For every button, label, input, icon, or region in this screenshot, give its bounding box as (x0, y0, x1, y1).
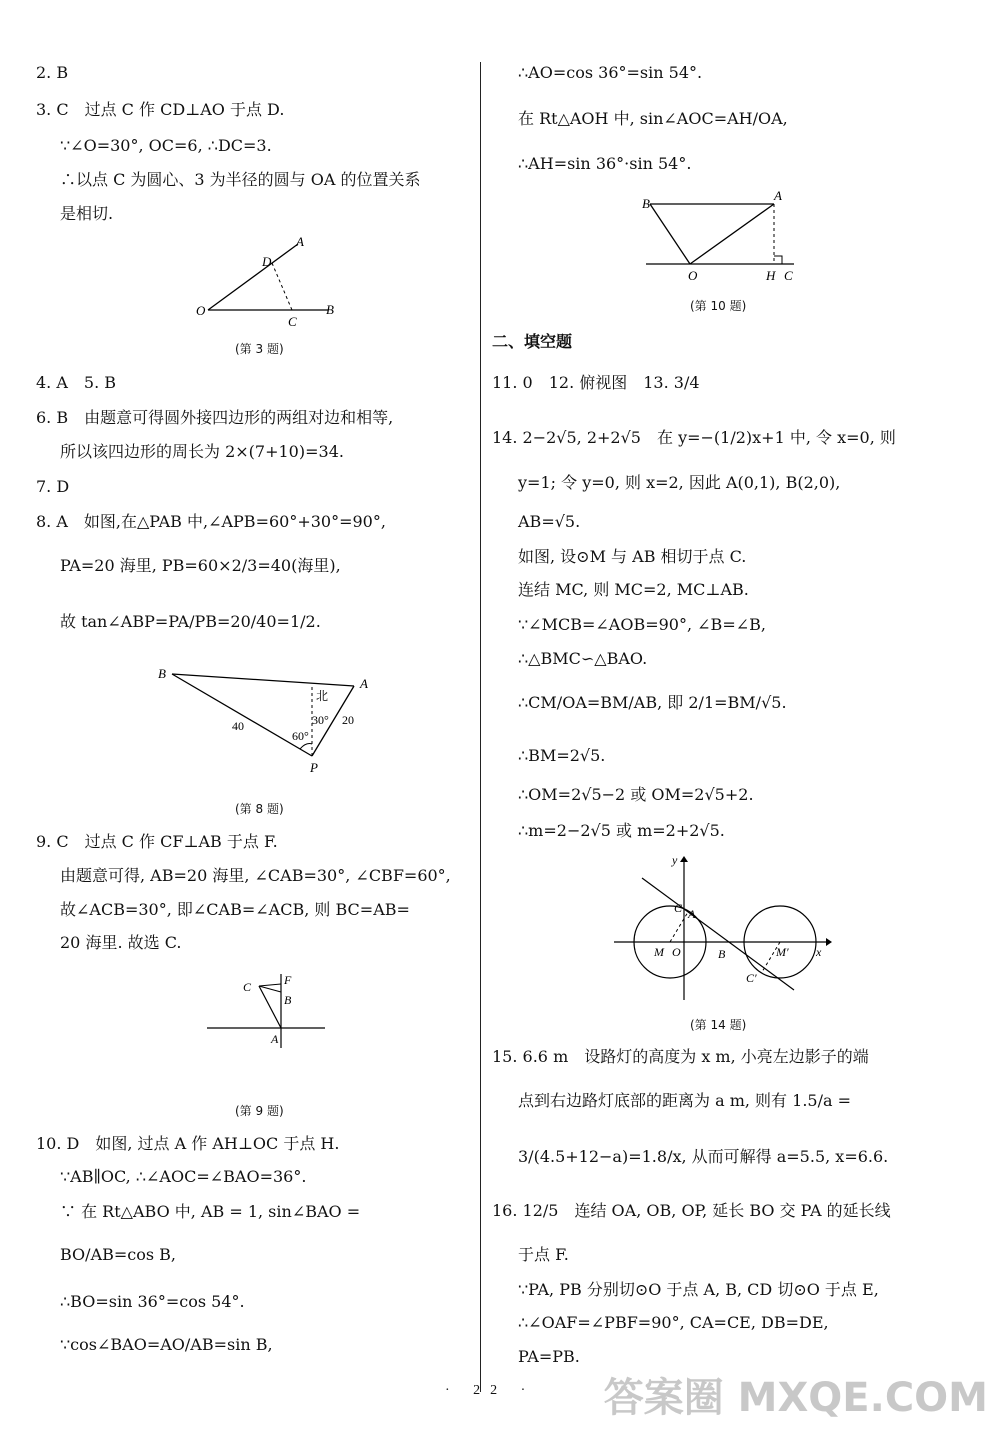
svg-text:B: B (642, 196, 650, 211)
answer-14-line9: ∴BM=2√5. (518, 746, 606, 765)
figure-14 (608, 852, 833, 1004)
svg-text:A: A (774, 188, 782, 203)
answer-14-line6: ∵∠MCB=∠AOB=90°, ∠B=∠B, (518, 615, 766, 634)
watermark-logo: 答案圈 MXQE.COM (603, 1375, 988, 1421)
figure-10 (638, 186, 803, 286)
section-title: 二、填空题 (492, 332, 573, 351)
svg-text:O: O (196, 303, 206, 318)
svg-text:B: B (718, 947, 726, 961)
answer-4-5: 4. A 5. B (36, 373, 117, 392)
answer-9-line4: 20 海里. 故选 C. (60, 933, 182, 952)
svg-text:B: B (326, 302, 334, 317)
svg-text:B: B (284, 993, 292, 1007)
answer-3-line2: ∵∠O=30°, OC=6, ∴DC=3. (60, 136, 272, 155)
svg-text:30°: 30° (312, 713, 329, 727)
svg-text:x: x (816, 945, 822, 959)
answer-16-line4: ∴∠OAF=∠PBF=90°, CA=CE, DB=DE, (518, 1313, 829, 1332)
answer-10-line1: 10. D 如图, 过点 A 作 AH⊥OC 于点 H. (36, 1134, 340, 1153)
figure-3-caption: (第 3 题) (235, 342, 284, 356)
answer-16-line3: ∵PA, PB 分别切⊙O 于点 A, B, CD 切⊙O 于点 E, (518, 1280, 879, 1299)
answer-14-line10: ∴OM=2√5−2 或 OM=2√5+2. (518, 785, 754, 804)
svg-text:60°: 60° (292, 729, 309, 743)
figure-3 (190, 232, 350, 332)
answer-10-line5: ∴BO=sin 36°=cos 54°. (60, 1292, 245, 1311)
answer-8-line1: 8. A 如图,在△PAB 中,∠APB=60°+30°=90°, (36, 512, 386, 531)
svg-text:A: A (296, 234, 304, 249)
answer-14-line7: ∴△BMC∽△BAO. (518, 649, 648, 668)
svg-text:A: A (271, 1032, 279, 1046)
answer-15-line2: 点到右边路灯底部的距离为 a m, 则有 1.5/a = (518, 1091, 852, 1110)
answer-3-line3: ∴以点 C 为圆心、3 为半径的圆与 OA 的位置关系 (60, 170, 421, 189)
svg-text:C: C (674, 901, 683, 915)
answer-10-line3: ∵ 在 Rt△ABO 中, AB = 1, sin∠BAO = (60, 1202, 361, 1221)
svg-text:C′: C′ (746, 971, 757, 985)
answer-14-line3: AB=√5. (518, 512, 581, 531)
svg-text:M′: M′ (776, 945, 789, 959)
svg-text:M: M (654, 945, 664, 959)
figure-10-caption: (第 10 题) (690, 299, 747, 313)
answer-15-line1: 15. 6.6 m 设路灯的高度为 x m, 小亮左边影子的端 (492, 1047, 869, 1066)
answer-14-line8: ∴CM/OA=BM/AB, 即 2/1=BM/√5. (518, 693, 787, 712)
answer-10-line4: BO/AB=cos B, (60, 1245, 177, 1264)
figure-8-caption: (第 8 题) (235, 802, 284, 816)
svg-text:40: 40 (232, 719, 244, 733)
svg-text:20: 20 (342, 713, 354, 727)
svg-text:A: A (688, 907, 696, 921)
answer-14-line1: 14. 2−2√5, 2+2√5 在 y=−(1/2)x+1 中, 令 x=0, 则 (492, 428, 896, 447)
answer-2: 2. B (36, 63, 69, 82)
answer-9-line2: 由题意可得, AB=20 海里, ∠CAB=30°, ∠CBF=60°, (60, 866, 451, 885)
answer-9-line1: 9. C 过点 C 作 CF⊥AB 于点 F. (36, 832, 278, 851)
svg-text:C: C (243, 980, 252, 994)
svg-text:H: H (766, 268, 776, 283)
answer-16-line5: PA=PB. (518, 1347, 580, 1366)
svg-text:F: F (284, 973, 292, 987)
figure-14-caption: (第 14 题) (690, 1018, 747, 1032)
figure-9 (205, 970, 330, 1050)
answer-9-line3: 故∠ACB=30°, 即∠CAB=∠ACB, 则 BC=AB= (60, 900, 410, 919)
figure-8 (150, 664, 380, 776)
answer-8-line3: 故 tan∠ABP=PA/PB=20/40=1/2. (60, 612, 321, 631)
svg-text:D: D (262, 254, 272, 269)
answer-10-line2: ∵AB∥OC, ∴∠AOC=∠BAO=36°. (60, 1167, 307, 1186)
answer-15-line3: 3/(4.5+12−a)=1.8/x, 从而可解得 a=5.5, x=6.6. (518, 1147, 889, 1166)
answer-16-line2: 于点 F. (518, 1245, 569, 1264)
answer-10-cont-line2: 在 Rt△AOH 中, sin∠AOC=AH/OA, (518, 109, 788, 128)
answer-10-cont-line1: ∴AO=cos 36°=sin 54°. (518, 63, 703, 82)
answer-14-line4: 如图, 设⊙M 与 AB 相切于点 C. (518, 547, 747, 566)
svg-text:C: C (288, 314, 297, 329)
answer-3-head: 3. C 过点 C 作 CD⊥AO 于点 D. (36, 100, 285, 119)
svg-text:P: P (310, 760, 318, 775)
svg-text:B: B (158, 666, 166, 681)
answer-14-line2: y=1; 令 y=0, 则 x=2, 因此 A(0,1), B(2,0), (518, 473, 841, 492)
svg-text:O: O (672, 945, 681, 959)
svg-text:O: O (688, 268, 698, 283)
answer-14-line11: ∴m=2−2√5 或 m=2+2√5. (518, 821, 725, 840)
svg-text:y: y (672, 853, 678, 867)
answer-14-line5: 连结 MC, 则 MC=2, MC⊥AB. (518, 580, 749, 599)
answer-6-line1: 6. B 由题意可得圆外接四边形的两组对边和相等, (36, 408, 394, 427)
answer-6-line2: 所以该四边形的周长为 2×(7+10)=34. (60, 442, 344, 461)
answer-16-line1: 16. 12/5 连结 OA, OB, OP, 延长 BO 交 PA 的延长线 (492, 1201, 891, 1220)
answer-10-cont-line3: ∴AH=sin 36°·sin 54°. (518, 154, 692, 173)
figure-9-caption: (第 9 题) (235, 1104, 284, 1118)
column-divider (480, 62, 481, 1392)
answer-3-line4: 是相切. (60, 204, 114, 223)
answer-10-line6: ∵cos∠BAO=AO/AB=sin B, (60, 1335, 273, 1354)
svg-text:C: C (784, 268, 793, 283)
answer-7: 7. D (36, 477, 70, 496)
answer-11-13: 11. 0 12. 俯视图 13. 3/4 (492, 373, 700, 392)
answer-8-line2: PA=20 海里, PB=60×2/3=40(海里), (60, 556, 341, 575)
svg-text:A: A (360, 676, 368, 691)
svg-text:北: 北 (316, 689, 329, 703)
page-number: · 22 · (445, 1383, 536, 1398)
